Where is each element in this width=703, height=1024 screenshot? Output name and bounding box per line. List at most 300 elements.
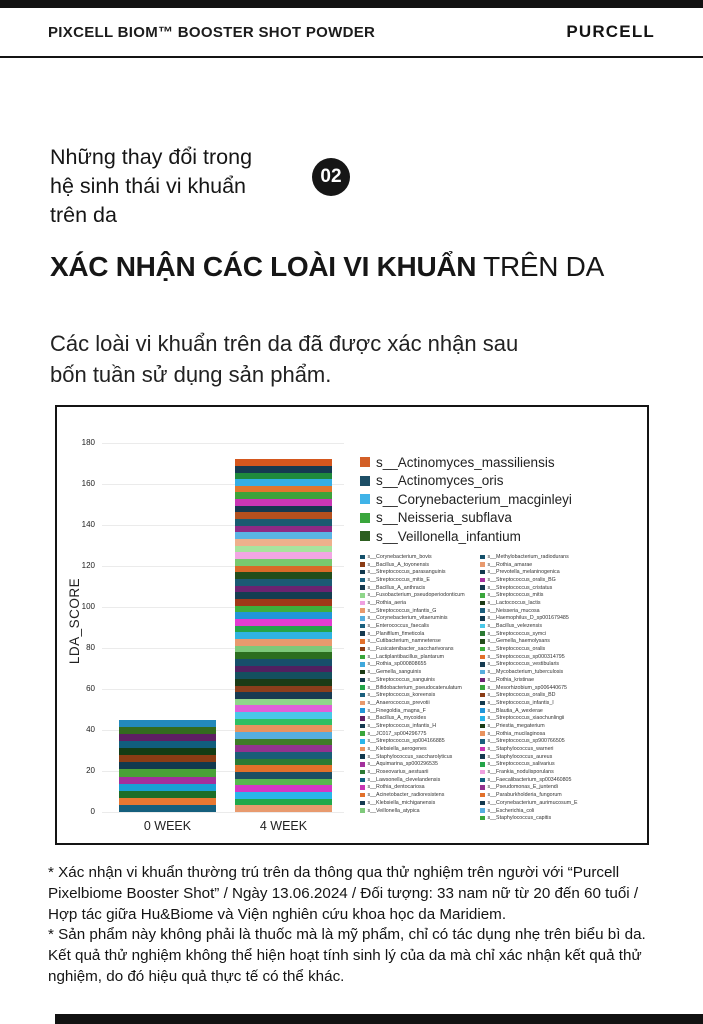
legend-item: [360, 761, 478, 769]
legend-swatch: [360, 494, 370, 504]
bar-segment: [235, 532, 332, 539]
legend-item: [480, 561, 598, 569]
legend-item: [360, 691, 478, 699]
legend-item: [360, 615, 478, 623]
legend-label: s__Veillonella_infantium: [376, 528, 521, 544]
legend-swatch: [360, 662, 365, 667]
y-tick-label: 20: [86, 766, 95, 775]
bar-segment: [119, 720, 216, 727]
legend-item: [480, 576, 598, 584]
legend-swatch: [360, 655, 365, 660]
bar-segment: [235, 779, 332, 786]
legend-label: s__Frankia_nodulisporulans: [487, 769, 554, 776]
legend-item: [360, 738, 478, 746]
legend-label: s__Actinomyces_massiliensis: [376, 454, 555, 470]
legend-swatch: [360, 685, 365, 690]
legend-item: [480, 607, 598, 615]
legend-label: s__Gemella_sanguinis: [367, 669, 422, 676]
legend-swatch: [360, 801, 365, 806]
legend-label: s__Streptococcus_infantis_H: [367, 722, 437, 729]
legend-swatch: [480, 793, 485, 798]
bar-segment: [235, 486, 332, 493]
legend-item: [360, 527, 572, 546]
legend-label: s__Bacillus_A_toyonensis: [367, 561, 430, 568]
legend-label: s__Methylobacterium_radiodurans: [487, 553, 569, 560]
legend-label: s__Rothia_dentocariosa: [367, 784, 425, 791]
legend-swatch: [360, 762, 365, 767]
legend-label: s__Acinetobacter_radioresistens: [367, 792, 445, 799]
legend-swatch: [480, 716, 485, 721]
bar-segment: [119, 769, 216, 776]
legend-item: [480, 653, 598, 661]
bar-segment: [235, 712, 332, 719]
bar-segment: [235, 552, 332, 559]
y-tick-label: 0: [90, 807, 95, 816]
bar-segment: [235, 612, 332, 619]
legend-item: [360, 684, 478, 692]
bar-segment: [119, 748, 216, 755]
legend-label: s__Cutibacterium_namnetense: [367, 638, 441, 645]
legend-item: [360, 668, 478, 676]
bar-segment: [235, 672, 332, 679]
legend-item: [480, 584, 598, 592]
legend-main: [360, 453, 572, 546]
legend-swatch: [480, 739, 485, 744]
bar-segment: [119, 791, 216, 798]
legend-label: s__Streptococcus_infantis_G: [367, 607, 437, 614]
bar-segment: [235, 679, 332, 686]
legend-label: s__Streptococcus_vestibularis: [487, 661, 560, 668]
legend-label: s__Pseudomonas_E_juntendi: [487, 784, 558, 791]
bar-segment: [235, 792, 332, 799]
legend-label: s__Lactococcus_lactis: [487, 599, 541, 606]
legend-item: [360, 707, 478, 715]
legend-item: [480, 707, 598, 715]
chart-frame: [55, 405, 649, 845]
bar-segment: [235, 459, 332, 466]
y-tick-label: 80: [86, 643, 95, 652]
legend-swatch: [480, 770, 485, 775]
legend-item: [360, 714, 478, 722]
legend-item: [480, 807, 598, 815]
bar-segment: [235, 599, 332, 606]
legend-swatch: [360, 608, 365, 613]
legend-swatch: [360, 476, 370, 486]
legend-item: [360, 768, 478, 776]
legend-swatch: [360, 531, 370, 541]
legend-swatch: [480, 631, 485, 636]
legend-label: s__Neisseria_mucosa: [487, 607, 540, 614]
legend-label: s__Enterococcus_faecalis: [367, 623, 430, 630]
bar-segment: [235, 499, 332, 506]
bar-segment: [235, 759, 332, 766]
bar-segment: [235, 772, 332, 779]
bar-segment: [235, 799, 332, 806]
legend-item: [480, 722, 598, 730]
y-tick-label: 60: [86, 684, 95, 693]
legend-swatch: [480, 562, 485, 567]
bar-segment: [235, 692, 332, 699]
legend-label: s__Streptococcus_salivarius: [487, 761, 555, 768]
bar-segment: [119, 805, 216, 812]
bar-segment: [235, 559, 332, 566]
legend-item: [480, 699, 598, 707]
legend-item: [480, 676, 598, 684]
legend-item: [360, 661, 478, 669]
bar-segment: [235, 466, 332, 473]
legend-swatch: [360, 601, 365, 606]
legend-small-c2: [480, 553, 598, 822]
legend-item: [360, 591, 478, 599]
legend-swatch: [480, 747, 485, 752]
x-axis-label: 0 WEEK: [143, 819, 192, 833]
legend-label: s__Mycobacterium_tuberculosis: [487, 669, 564, 676]
bar-segment: [235, 606, 332, 613]
legend-item: [360, 568, 478, 576]
legend-label: s__Streptococcus_oralis_BD: [487, 692, 556, 699]
legend-label: s__Neisseria_subflava: [376, 510, 512, 526]
bar-segment: [119, 762, 216, 769]
legend-swatch: [360, 593, 365, 598]
legend-label: s__Streptococcus_mitis_E: [367, 576, 430, 583]
legend-swatch: [360, 793, 365, 798]
intro-line-2: hệ sinh thái vi khuẩn: [50, 174, 247, 198]
legend-item: [480, 791, 598, 799]
legend-item: [480, 599, 598, 607]
legend-label: s__Klebsiella_michiganensis: [367, 799, 436, 806]
legend-label: s__Aquimarina_sp000296535: [367, 761, 438, 768]
legend-swatch: [360, 578, 365, 583]
intro-heading: [50, 143, 252, 230]
legend-swatch: [480, 808, 485, 813]
legend-label: s__Rothia_kristinae: [487, 676, 535, 683]
bar-segment: [235, 539, 332, 546]
bar-segment: [235, 646, 332, 653]
legend-swatch: [360, 513, 370, 523]
legend-swatch: [480, 754, 485, 759]
stacked-bar-4-week: [235, 459, 332, 812]
bar-segment: [235, 506, 332, 513]
subtitle: [50, 328, 518, 390]
bar-segment: [119, 755, 216, 762]
legend-label: s__Rothia_mucilaginosa: [487, 730, 546, 737]
legend-item: [360, 490, 572, 509]
legend-item: [360, 730, 478, 738]
legend-swatch: [480, 608, 485, 613]
legend-label: s__Actinomyces_oris: [376, 473, 504, 489]
bar-segment: [235, 526, 332, 533]
gridline: [102, 443, 344, 444]
subtitle-line-1: Các loài vi khuẩn trên da đã được xác nhận sau: [50, 331, 519, 356]
legend-label: s__Fusicatenibacter_saccharivorans: [367, 646, 454, 653]
legend-item: [360, 607, 478, 615]
page-title: [50, 251, 604, 283]
legend-label: s__Klebsiella_aerogenes: [367, 746, 427, 753]
legend-swatch: [480, 601, 485, 606]
legend-label: s__JC017_sp004296775: [367, 730, 427, 737]
bar-segment: [235, 579, 332, 586]
legend-swatch: [480, 639, 485, 644]
legend-swatch: [360, 785, 365, 790]
legend-item: [360, 676, 478, 684]
legend-swatch: [360, 570, 365, 575]
legend-label: s__Streptococcus_sp004166885: [367, 738, 445, 745]
bar-segment: [235, 686, 332, 693]
y-tick-label: 120: [81, 561, 95, 570]
legend-label: s__Rothia_sp000808655: [367, 661, 427, 668]
legend-label: s__Streptococcus_symci: [487, 630, 547, 637]
legend-swatch: [480, 724, 485, 729]
legend-item: [360, 576, 478, 584]
bar-segment: [119, 777, 216, 784]
legend-swatch: [360, 693, 365, 698]
page-title-bold: XÁC NHẬN CÁC LOÀI VI KHUẨN: [50, 251, 477, 282]
legend-swatch: [360, 701, 365, 706]
legend-swatch: [360, 739, 365, 744]
legend-swatch: [480, 616, 485, 621]
subtitle-line-2: bốn tuần sử dụng sản phẩm.: [50, 362, 332, 387]
legend-swatch: [480, 662, 485, 667]
legend-item: [360, 776, 478, 784]
legend-item: [480, 691, 598, 699]
gridline: [102, 812, 344, 813]
brand-logo: PURCELL: [566, 22, 655, 41]
legend-label: s__Streptococcus_cristatus: [487, 584, 553, 591]
legend-swatch: [360, 555, 365, 560]
legend-item: [480, 745, 598, 753]
section-number-badge: 02: [312, 158, 350, 196]
legend-item: [360, 645, 478, 653]
legend-item: [360, 753, 478, 761]
bar-segment: [235, 732, 332, 739]
page-title-light: TRÊN DA: [476, 251, 604, 282]
legend-item: [360, 699, 478, 707]
legend-label: s__Blautia_A_wexlerae: [487, 707, 543, 714]
legend-item: [360, 584, 478, 592]
legend-swatch: [480, 585, 485, 590]
legend-label: s__Staphylococcus_saccharolyticus: [367, 753, 453, 760]
footnote-item-3: Kết quả thử nghiệm không thể hiện hoạt tính sinh lý của da mà chỉ xác nhận kết quả thử nghiệm, do đó hiệu quả thực tế có thể khác.: [48, 947, 642, 985]
legend-item: [480, 591, 598, 599]
product-title: PIXCELL BIOM™ BOOSTER SHOT POWDER: [48, 23, 376, 41]
legend-item: [480, 630, 598, 638]
bar-segment: [235, 546, 332, 553]
page-header: [0, 8, 703, 58]
legend-swatch: [360, 808, 365, 813]
legend-item: [360, 807, 478, 815]
legend-label: s__Streptococcus_infantis_I: [487, 699, 554, 706]
bar-segment: [235, 626, 332, 633]
legend-item: [360, 561, 478, 569]
legend-label: s__Roseovarius_aestuarii: [367, 769, 429, 776]
legend-item: [480, 753, 598, 761]
bar-segment: [235, 725, 332, 732]
y-tick-label: 40: [86, 725, 95, 734]
legend-swatch: [480, 816, 485, 821]
legend-label: s__Streptococcus_sp900766505: [487, 738, 565, 745]
bottom-black-bar: [55, 1014, 703, 1024]
legend-swatch: [360, 754, 365, 759]
legend-swatch: [480, 647, 485, 652]
bar-segment: [235, 473, 332, 480]
legend-label: s__Streptococcus_oralis: [487, 646, 546, 653]
legend-item: [480, 668, 598, 676]
bar-segment: [235, 639, 332, 646]
legend-label: s__Streptococcus_oralis_BG: [487, 576, 556, 583]
legend-swatch: [360, 631, 365, 636]
bar-segment: [235, 745, 332, 752]
y-tick-label: 160: [81, 479, 95, 488]
legend-swatch: [360, 647, 365, 652]
legend-item: [480, 730, 598, 738]
bar-segment: [235, 479, 332, 486]
legend-label: s__Fusobacterium_pseudoperiodonticum: [367, 592, 465, 599]
legend-swatch: [480, 731, 485, 736]
stacked-bar-0-week: [119, 720, 216, 812]
legend-item: [480, 714, 598, 722]
legend-label: s__Streptococcus_koreensis: [367, 692, 436, 699]
bar-segment: [235, 739, 332, 746]
legend-item: [360, 722, 478, 730]
legend-label: s__Corynebacterium_vitaeruminis: [367, 615, 448, 622]
bar-segment: [235, 592, 332, 599]
legend-item: [480, 622, 598, 630]
bar-segment: [235, 492, 332, 499]
bar-segment: [235, 699, 332, 706]
legend-item: [360, 791, 478, 799]
legend-swatch: [360, 562, 365, 567]
legend-item: [480, 784, 598, 792]
legend-label: s__Corynebacterium_aurimucosum_E: [487, 799, 578, 806]
bar-segment: [119, 741, 216, 748]
bar-segment: [235, 719, 332, 726]
legend-item: [360, 799, 478, 807]
legend-item: [480, 645, 598, 653]
bar-segment: [235, 652, 332, 659]
legend-label: s__Faecalibacterium_sp003460805: [487, 776, 572, 783]
legend-item: [480, 799, 598, 807]
legend-label: s__Streptococcus_sp000314795: [487, 653, 565, 660]
legend-item: [480, 553, 598, 561]
legend-item: [360, 745, 478, 753]
legend-swatch: [480, 655, 485, 660]
legend-swatch: [360, 724, 365, 729]
legend-item: [480, 814, 598, 822]
legend-item: [360, 630, 478, 638]
bar-segment: [235, 566, 332, 573]
legend-swatch: [480, 670, 485, 675]
legend-swatch: [360, 678, 365, 683]
legend-label: s__Prevotella_melaninogenica: [487, 569, 560, 576]
intro-line-3: trên da: [50, 203, 117, 227]
legend-item: [360, 453, 572, 472]
legend-swatch: [480, 570, 485, 575]
legend-label: s__Bacillus_velezensis: [487, 623, 542, 630]
legend-item: [480, 615, 598, 623]
legend-small-c1: [360, 553, 478, 814]
legend-label: s__Veillonella_atypica: [367, 807, 420, 814]
legend-label: s__Bifidobacterium_pseudocatenulatum: [367, 684, 462, 691]
footnotes: [48, 863, 668, 988]
legend-item: [480, 776, 598, 784]
legend-item: [360, 622, 478, 630]
bar-segment: [235, 785, 332, 792]
legend-swatch: [360, 716, 365, 721]
legend-label: s__Priestia_megaterium: [487, 722, 545, 729]
bar-segment: [235, 805, 332, 812]
bar-segment: [235, 632, 332, 639]
footnote-item-1: * Xác nhận vi khuẩn thường trú trên da thông qua thử nghiệm trên người với “Purcell Pixelbiome Booster Shot” / Ngày 13.06.2024 / Đối tượng: 33 nam nữ từ 20 đến 60 tuổi / Hợp tác giữa Hu&Biome và Viện nghiên cứu khoa học da Maridiem.: [48, 864, 639, 923]
y-axis-label: LDA_SCORE: [67, 577, 82, 664]
legend-item: [360, 638, 478, 646]
y-tick-label: 140: [81, 520, 95, 529]
y-tick-label: 100: [81, 602, 95, 611]
legend-swatch: [360, 770, 365, 775]
legend-swatch: [360, 747, 365, 752]
legend-item: [480, 768, 598, 776]
legend-label: s__Streptococcus_sanguinis: [367, 676, 435, 683]
bar-segment: [119, 784, 216, 791]
legend-label: s__Finegoldia_magna_F: [367, 707, 426, 714]
legend-label: s__Haemophilus_D_sp001679485: [487, 615, 569, 622]
legend-item: [480, 661, 598, 669]
legend-swatch: [480, 624, 485, 629]
legend-item: [360, 784, 478, 792]
legend-swatch: [480, 778, 485, 783]
legend-swatch: [360, 778, 365, 783]
legend-label: s__Escherichia_coli: [487, 807, 535, 814]
legend-item: [480, 738, 598, 746]
legend-label: s__Bacillus_A_anthracis: [367, 584, 426, 591]
intro-line-1: Những thay đổi trong: [50, 145, 253, 169]
legend-label: s__Streptococcus_parasanguinis: [367, 569, 446, 576]
bar-segment: [235, 752, 332, 759]
legend-item: [480, 638, 598, 646]
y-tick-label: 180: [81, 438, 95, 447]
legend-label: s__Corynebacterium_macginleyi: [376, 491, 572, 507]
legend-swatch: [360, 457, 370, 467]
bar-segment: [235, 705, 332, 712]
legend-swatch: [480, 785, 485, 790]
legend-label: s__Mesorhizobium_sp006440675: [487, 684, 568, 691]
legend-item: [360, 653, 478, 661]
legend-label: s__Lactiplantibacillus_plantarum: [367, 653, 445, 660]
legend-label: s__Lawsonella_clevelandensis: [367, 776, 441, 783]
legend-item: [480, 761, 598, 769]
bar-segment: [235, 659, 332, 666]
bar-segment: [119, 734, 216, 741]
legend-swatch: [480, 685, 485, 690]
legend-label: s__Staphylococcus_capitis: [487, 815, 552, 822]
legend-label: s__Planifilum_fimeticola: [367, 630, 425, 637]
legend-item: [360, 553, 478, 561]
legend-swatch: [480, 708, 485, 713]
x-axis-label: 4 WEEK: [259, 819, 308, 833]
top-black-bar: [0, 0, 703, 8]
legend-swatch: [480, 801, 485, 806]
bar-segment: [235, 519, 332, 526]
bar-segment: [235, 586, 332, 593]
bar-segment: [119, 727, 216, 734]
legend-swatch: [360, 670, 365, 675]
legend-swatch: [480, 701, 485, 706]
legend-item: [360, 509, 572, 528]
legend-swatch: [480, 593, 485, 598]
legend-swatch: [480, 762, 485, 767]
bar-segment: [235, 512, 332, 519]
legend-item: [480, 568, 598, 576]
legend-item: [360, 599, 478, 607]
